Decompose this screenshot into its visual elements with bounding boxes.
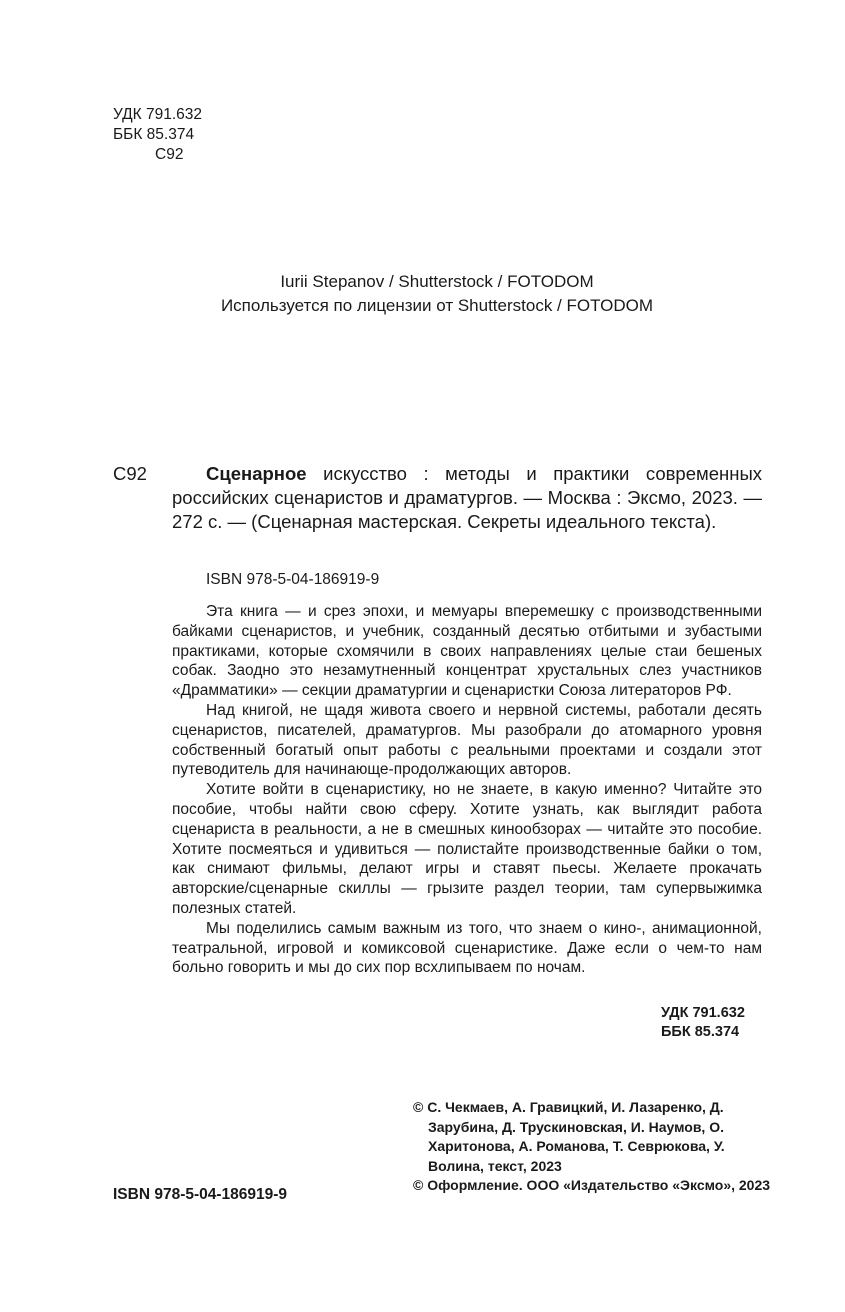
isbn-bottom: ISBN 978-5-04-186919-9: [113, 1186, 288, 1203]
copyright-block: [413, 1098, 773, 1196]
image-credit: [0, 270, 845, 318]
udk-code: УДК 791.632: [113, 106, 203, 123]
copyright-text: © С. Чекмаев, А. Гравицкий, И. Лазаренко, Д. Зарубина, Д. Трускиновская, И. Наумов, О. Харитонова, А. Романова, Т. Севрюкова, У. Волина, текст, 2023: [413, 1099, 725, 1174]
abstract-paragraph: Над книгой, не щадя живота своего и нервной системы, работали десять сценаристов, писателей, драматургов. Мы разобрали до атомарного уровня собственный богатый опыт работы с реальными проектами и создали этот путеводитель для начинающе-продолжающих авторов.: [172, 701, 762, 779]
classification-codes-right: [661, 1004, 745, 1042]
bibliographic-description: искусство : методы и практики современных российских сценаристов и драматургов. — Москва : Эксмо, 2023. — 272 с. — (Сценарная мастерская. Секреты идеального текста).: [172, 463, 763, 532]
abstract-paragraph: Мы поделились самым важным из того, что знаем о кино-, анимационной, театральной, игровой и комиксовой сценаристике. Даже если о чем-то нам больно говорить и мы до сих пор всхлипываем по ночам.: [172, 919, 762, 977]
book-title: Сценарное: [206, 463, 307, 484]
top-classification-codes: [113, 105, 202, 165]
image-credit-line: Iurii Stepanov / Shutterstock / FOTODOM: [280, 272, 594, 291]
copyright-design: © Оформление. ООО «Издательство «Эксмо», 2023: [413, 1177, 771, 1193]
author-mark: С92: [155, 146, 184, 163]
catalog-code: С92: [113, 463, 147, 484]
abstract-paragraph: Хотите войти в сценаристику, но не знаете, в какую именно? Читайте это пособие, чтобы найти свою сферу. Хотите узнать, как выглядит работа сценариста в реальности, а не в смешных кинообзорах — читайте это пособие. Хотите посмеяться и удивиться — полистайте производственные байки о том, как снимают фильмы, делают игры и ставят пьесы. Желаете прокачать авторские/сценарные скиллы — грызите раздел теории, там супервыжимка полезных статей.: [172, 781, 762, 917]
book-abstract: [172, 602, 762, 978]
bbk-code: ББК 85.374: [661, 1024, 740, 1040]
abstract-paragraph: Эта книга — и срез эпохи, и мемуары вперемешку с производственными байками сценаристов, и учебник, созданный десятью отбитыми и зубастыми практиками, которые схомячили в своих направлениях целые стаи бешеных собак. Заодно это незамутненный концентрат хрустальных слез участников «Драмматики» — секции драматургии и сценаристки Союза литераторов РФ.: [172, 603, 762, 700]
license-credit-line: Используется по лицензии от Shutterstock / FOTODOM: [220, 296, 654, 315]
bibliographic-record: [172, 462, 762, 534]
udk-code: УДК 791.632: [661, 1005, 745, 1021]
isbn-record: ISBN 978-5-04-186919-9: [206, 571, 380, 588]
bbk-code: ББК 85.374: [113, 126, 195, 143]
